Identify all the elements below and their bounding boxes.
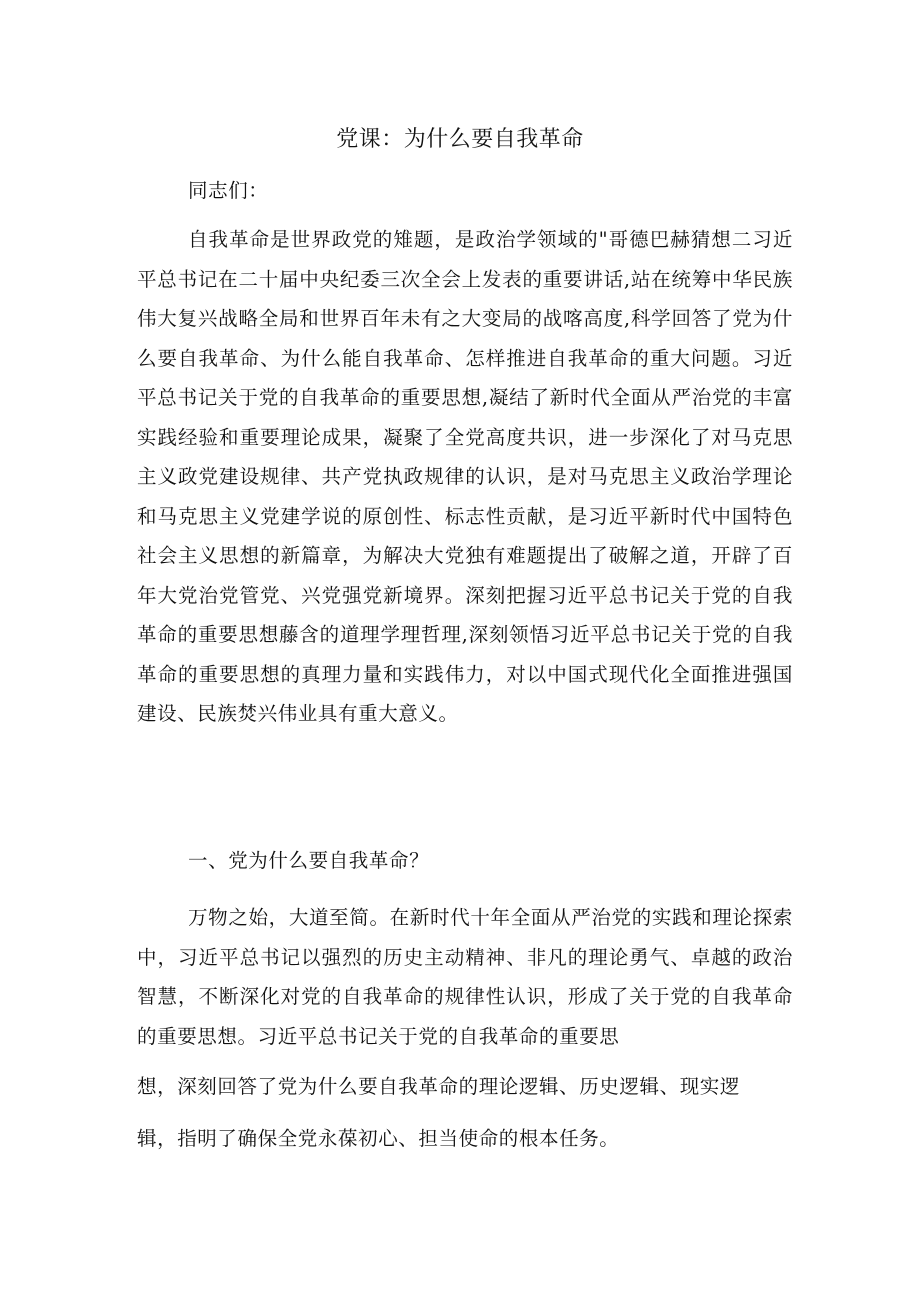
- paragraph-section-1-line-b: 辑，指明了确保全党永葆初心、担当使命的根本任务。: [137, 1127, 620, 1150]
- paragraph-section-1: 万物之始，大道至简。在新时代十年全面从严治党的实践和理论探索中，习近平总书记以强烈的历史主动精神、非凡的理论勇气、卓越的政治智慧，不断深化对党的自我革命的规律性认识，形成了关于党的自我革命的重要思想。习近平总书记关于党的自我革命的重要思: [137, 906, 793, 1048]
- paragraph-section-1-line-a: 想，深刻回答了党为什么要自我革命的理论逻辑、历史逻辑、现实逻: [137, 1075, 741, 1098]
- document-title: 党课：为什么要自我革命: [336, 127, 584, 152]
- salutation: 同志们：: [188, 179, 269, 202]
- section-heading-1: 一、党为什么要自我革命？: [188, 849, 430, 872]
- paragraph-intro: 自我革命是世界政党的雉题，是政治学领域的"哥德巴赫猜想二习近平总书记在二十届中央纪委三次全会上发表的重要讲话,站在统筹中华民族伟大复兴战略全局和世界百年未有之大变局的战喀高度,科学回答了党为什么要自我革命、为什么能自我革命、怎样推进自我革命的重大问题。习近平总书记关于党的自我革命的重要思想,凝结了新时代全面从严治党的丰富实践经验和重要理论成果，凝聚了全党高度共识，进一步深化了对马克思主义政党建设规律、共产党执政规律的认识，是对马克思主义政治学理论和马克思主义党建学说的原创性、标志性贡献，是习近平新时代中国特色社会主义思想的新篇章，为解决大党独有难题提出了破解之道，开辟了百年大党治党管党、兴党强党新境界。深刻把握习近平总书记关于党的自我革命的重要思想藤含的道理学理哲理,深刻领悟习近平总书记关于党的自我革命的重要思想的真理力量和实践伟力，对以中国式现代化全面推进强国建设、民族焚兴伟业具有重大意义。: [137, 228, 793, 725]
